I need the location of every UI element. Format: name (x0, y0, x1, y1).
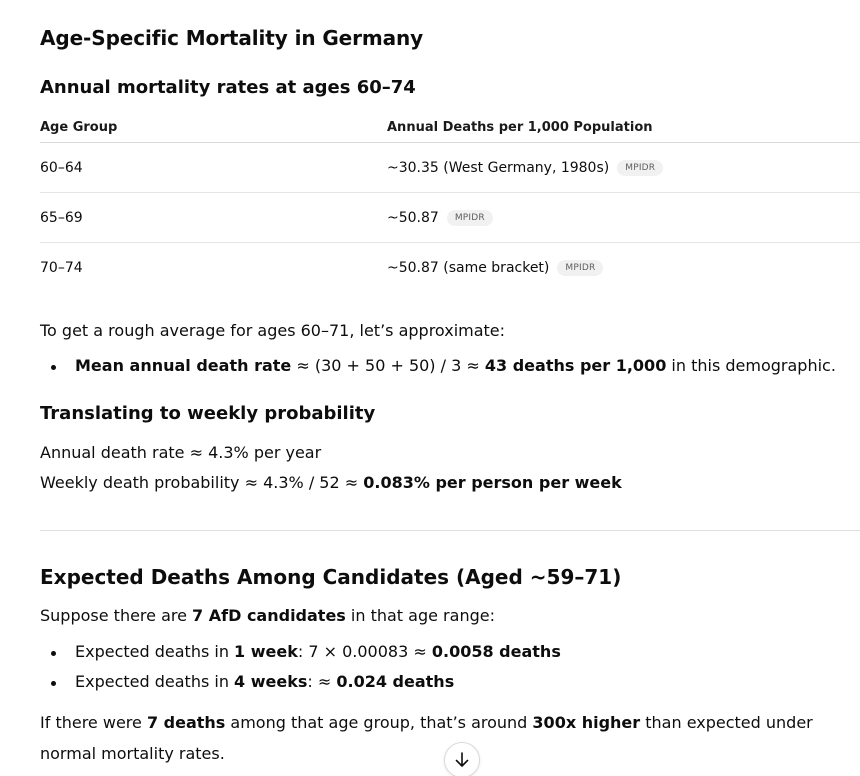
section-heading-weekly-probability: Translating to weekly probability (40, 403, 376, 424)
section-heading-mortality-rates: Annual mortality rates at ages 60–74 (40, 77, 416, 98)
scroll-to-bottom-button[interactable] (444, 742, 480, 776)
column-header-annual-deaths: Annual Deaths per 1,000 Population (387, 120, 653, 135)
arrow-down-icon (453, 751, 471, 769)
source-badge[interactable]: MPIDR (447, 210, 493, 226)
table-row (40, 143, 860, 193)
weekly-rate-line: Weekly death probability ≈ 4.3% / 52 ≈ 0.083% per person per week (40, 473, 622, 492)
table-row (40, 193, 860, 243)
mortality-table (40, 113, 860, 293)
expected-deaths-list (40, 637, 561, 697)
candidates-intro: Suppose there are 7 AfD candidates in that age range: (40, 606, 495, 625)
cell-annual-deaths: ~30.35 (West Germany, 1980s) (387, 159, 610, 176)
table-header (40, 113, 860, 143)
source-badge[interactable]: MPIDR (617, 160, 663, 176)
cell-annual-deaths: ~50.87 (same bracket) (387, 260, 550, 276)
cell-age-group: 70–74 (40, 260, 83, 276)
list-item: Expected deaths in 1 week: 7 × 0.00083 ≈ 0.0058 deaths (40, 637, 561, 667)
approximation-intro: To get a rough average for ages 60–71, let’s approximate: (40, 321, 506, 340)
annual-rate-line: Annual death rate ≈ 4.3% per year (40, 443, 322, 462)
table-row (40, 243, 860, 293)
source-badge[interactable]: MPIDR (557, 260, 603, 276)
section-heading-expected-deaths: Expected Deaths Among Candidates (Aged ~59–71) (40, 565, 622, 589)
mean-rate-list (40, 351, 836, 381)
list-item: Expected deaths in 4 weeks: ≈ 0.024 deaths (40, 667, 561, 697)
page-title: Age-Specific Mortality in Germany (40, 26, 424, 50)
list-item: Mean annual death rate ≈ (30 + 50 + 50) / 3 ≈ 43 deaths per 1,000 in this demographic. (40, 351, 836, 381)
divider (40, 530, 860, 531)
cell-age-group: 65–69 (40, 209, 83, 226)
cell-annual-deaths: ~50.87 (387, 209, 439, 226)
column-header-age-group: Age Group (40, 120, 118, 135)
cell-age-group: 60–64 (40, 159, 83, 176)
weekly-probability-text (40, 438, 622, 498)
closing-paragraph: If there were 7 deaths among that age group, that’s around 300x higher than expected under normal mortality rates. (40, 713, 813, 763)
